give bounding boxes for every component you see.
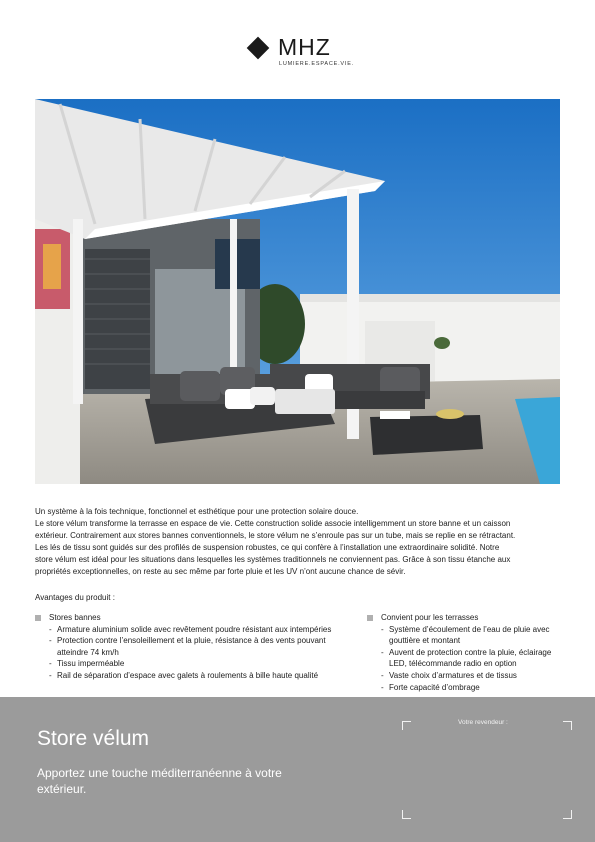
footer-band (0, 697, 595, 842)
intro-line: Le store vélum transforme la terrasse en espace de vie. Cette construction solide associe intelligemment un store banne et un caisson (35, 519, 511, 528)
corner-mark-icon (402, 721, 411, 730)
diamond-logo-icon (247, 37, 270, 60)
advantage-group-title (35, 612, 355, 624)
advantages-heading: Avantages du produit : (35, 593, 115, 602)
group-title-text: Stores bannes (49, 613, 101, 622)
list-item: - Rail de séparation d’espace avec galets à roulements à bille haute qualité (49, 670, 355, 682)
advantage-group-title (367, 612, 567, 624)
advantages-left-column (35, 612, 355, 682)
intro-line: Les lés de tissu sont guidés sur des profilés de suspension robustes, ce qui confère à l’installation une extraordinaire solidité. Notre (35, 543, 500, 552)
product-title: Store vélum (37, 727, 150, 750)
advantages-right-column (367, 612, 567, 693)
reseller-box (402, 719, 572, 819)
brand-logo (246, 36, 356, 72)
intro-line: Un système à la fois technique, fonctionnel et esthétique pour une protection solaire douce. (35, 507, 359, 516)
product-photo (35, 99, 560, 484)
corner-mark-icon (563, 810, 572, 819)
terrace-pergola-photo (35, 99, 560, 484)
brand-name: MHZ (278, 34, 331, 60)
square-bullet-icon (35, 615, 41, 621)
list-item: - Tissu imperméable (49, 658, 355, 670)
advantage-list (367, 624, 567, 694)
square-bullet-icon (367, 615, 373, 621)
intro-text (35, 506, 560, 578)
corner-mark-icon (402, 810, 411, 819)
list-item: - Armature aluminium solide avec revêtement poudre résistant aux intempéries (49, 624, 355, 636)
brand-tagline: LUMIERE.ESPACE.VIE. (279, 61, 355, 67)
group-title-text: Convient pour les terrasses (381, 613, 479, 622)
list-item: - Forte capacité d’ombrage (381, 682, 567, 694)
list-item: - Vaste choix d’armatures et de tissus (381, 670, 567, 682)
list-item: - Protection contre l’ensoleillement et la pluie, résistance à des vents pouvant atteindre 74 km/h (49, 635, 347, 658)
product-slogan: Apportez une touche méditerranéenne à votre extérieur. (37, 766, 282, 796)
intro-line: propriétés exceptionnelles, on reste au sec même par forte pluie et les UV n’ont aucune chance de sévir. (35, 567, 406, 576)
corner-mark-icon (563, 721, 572, 730)
list-item: - Auvent de protection contre la pluie, éclairage LED, télécommande radio en option (381, 647, 569, 670)
intro-line: extérieur. Contrairement aux stores bannes conventionnels, le store vélum ne s’enroule pas sur un tube, mais se replie en se rétractant. (35, 531, 516, 540)
list-item: - Système d’écoulement de l’eau de pluie avec gouttière et montant (381, 624, 559, 647)
intro-line: store vélum est idéal pour les situations dans lesquelles les systèmes traditionnels ne conviennent pas. Grâce à son tissu étanche aux (35, 555, 511, 564)
reseller-label: Votre revendeur : (458, 719, 508, 726)
advantage-list (35, 624, 355, 682)
